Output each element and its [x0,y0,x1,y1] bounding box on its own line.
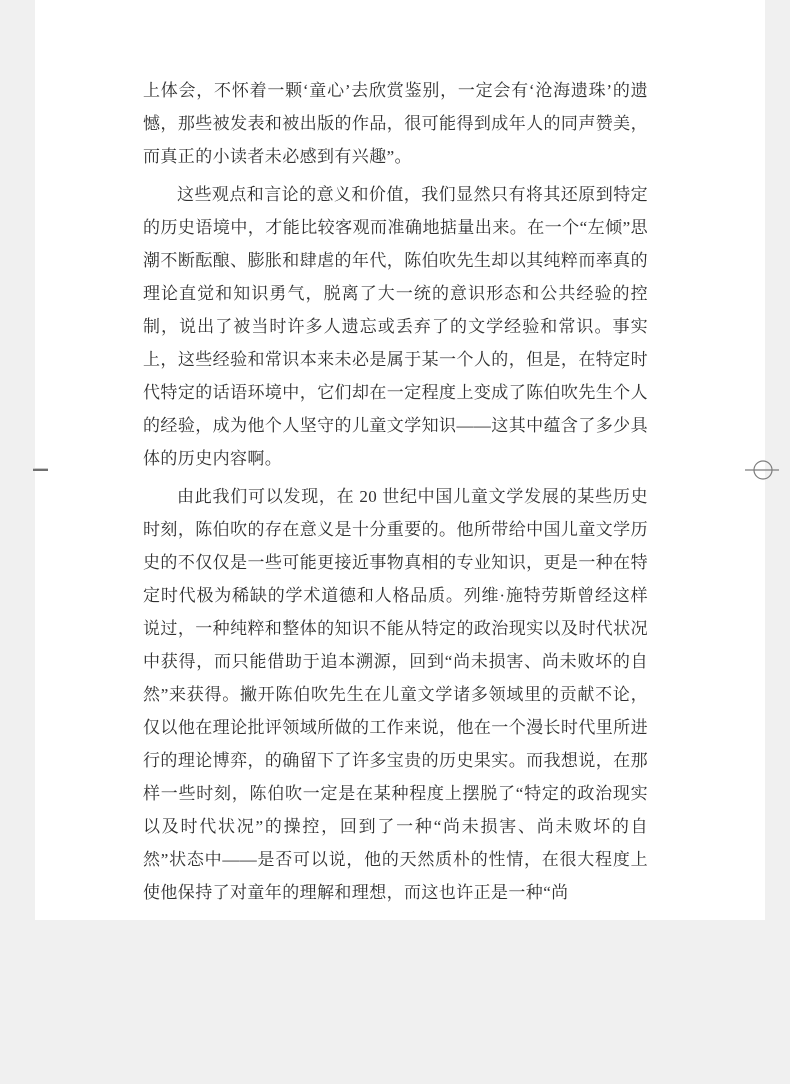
registration-mark-icon [745,459,779,483]
paragraph-continuation: 上体会，不怀着一颗‘童心’去欣赏鉴别，一定会有‘沧海遗珠’的遗憾，那些被发表和被出版的作品，很可能得到成年人的同声赞美，而真正的小读者未必感到有兴趣”。 [143,81,648,166]
body-text [143,74,648,914]
book-page [35,0,765,920]
paragraph: 这些观点和言论的意义和价值，我们显然只有将其还原到特定的历史语境中，才能比较客观而准确地掂量出来。在一个“左倾”思潮不断酝酿、膨胀和肆虐的年代，陈伯吹先生却以其纯粹而率真的理论直觉和知识勇气，脱离了大一统的意识形态和公共经验的控制，说出了被当时许多人遗忘或丢弃了的文学经验和常识。事实上，这些经验和常识本来未必是属于某一个人的，但是，在特定时代特定的话语环境中，它们却在一定程度上变成了陈伯吹先生个人的经验，成为他个人坚守的儿童文学知识——这其中蕴含了多少具体的历史内容啊。 [143,185,648,468]
paragraph: 由此我们可以发现，在 20 世纪中国儿童文学发展的某些历史时刻，陈伯吹的存在意义是十分重要的。他所带给中国儿童文学历史的不仅仅是一些可能更接近事物真相的专业知识，更是一种在特定时代极为稀缺的学术道德和人格品质。列维·施特劳斯曾经这样说过，一种纯粹和整体的知识不能从特定的政治现实以及时代状况中获得，而只能借助于追本溯源，回到“尚未损害、尚未败坏的自然”来获得。撇开陈伯吹先生在儿童文学诸多领域里的贡献不论，仅以他在理论批评领域所做的工作来说，他在一个漫长时代里所进行的理论博弈，的确留下了许多宝贵的历史果实。而我想说，在那样一些时刻，陈伯吹一定是在某种程度上摆脱了“特定的政治现实以及时代状况”的操控，回到了一种“尚未损害、尚未败坏的自然”状态中——是否可以说，他的天然质朴的性情，在很大程度上使他保持了对童年的理解和理想，而这也许正是一种“尚 [143,487,648,902]
left-crop-mark-icon [33,468,48,471]
